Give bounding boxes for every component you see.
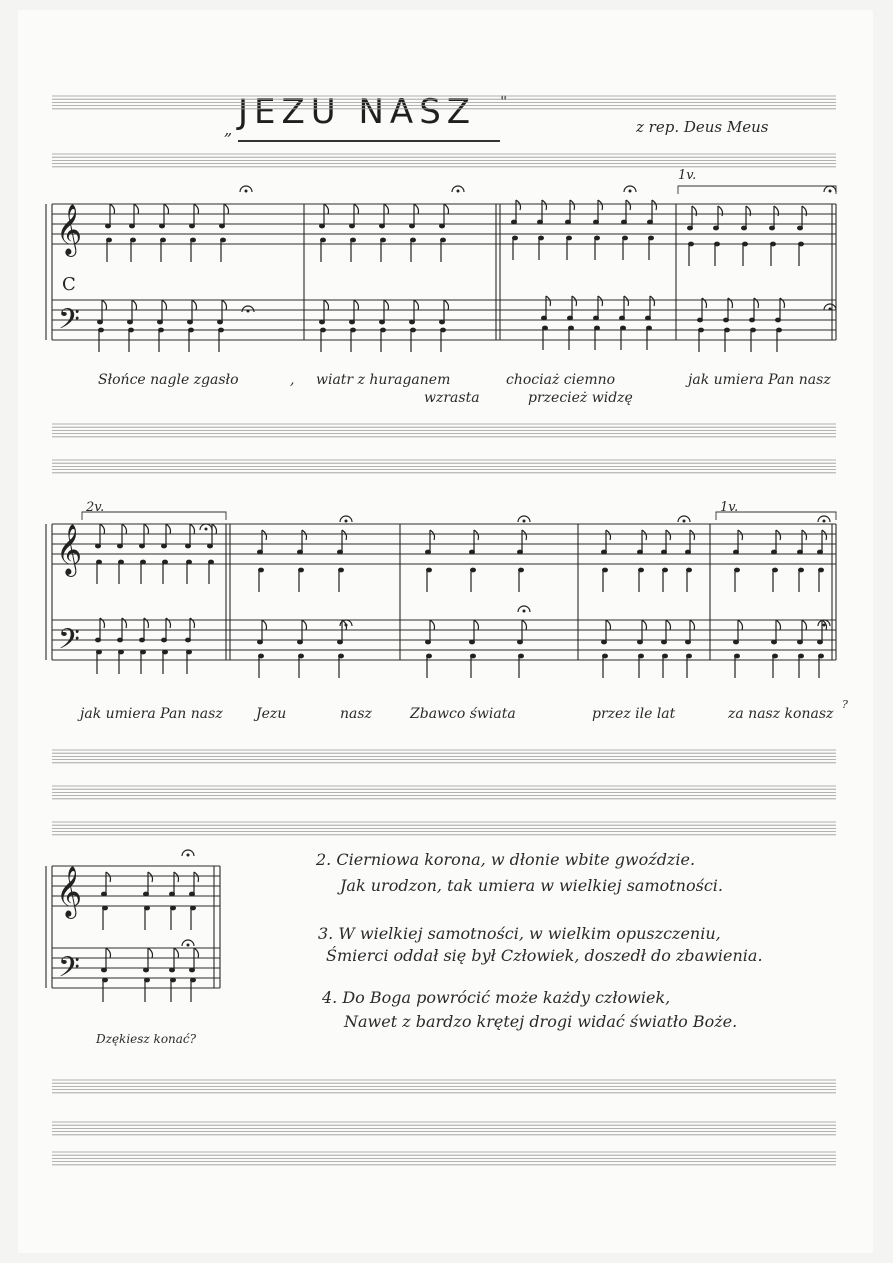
bass-clef-icon: 𝄢 bbox=[58, 951, 80, 991]
fermata-dot-14 bbox=[187, 854, 189, 856]
note-13-0-upper-flag bbox=[100, 618, 105, 628]
note-7-0-upper-flag bbox=[702, 298, 707, 308]
lyric-2-5: przez ile lat bbox=[592, 706, 676, 722]
note-14-0-upper-flag bbox=[262, 620, 267, 630]
note-4-2-upper-flag bbox=[162, 300, 167, 310]
note-6-1-upper-flag bbox=[572, 296, 577, 306]
note-18-2-upper-flag bbox=[174, 872, 179, 882]
lyric-1-1: Słońce nagle zgasło bbox=[98, 372, 239, 388]
lyric-2-6: za nasz konasz bbox=[728, 706, 834, 722]
fermata-dot-9 bbox=[683, 520, 685, 522]
fermata-dot-0 bbox=[245, 190, 247, 192]
note-6-0-upper-flag bbox=[546, 296, 551, 306]
note-15-1-upper-flag bbox=[474, 620, 479, 630]
fermata-dot-7 bbox=[345, 520, 347, 522]
note-5-1-upper-flag bbox=[354, 300, 359, 310]
verse-3-line-2: Śmierci oddał się był Człowiek, doszedł do zbawienia. bbox=[326, 946, 763, 965]
lyric-3-1: Dzękiesz konać? bbox=[96, 1032, 197, 1046]
note-0-3-upper-flag bbox=[194, 204, 199, 214]
note-19-2-upper-flag bbox=[174, 948, 179, 958]
treble-clef-icon: 𝄞 bbox=[56, 866, 83, 917]
fermata-dot-12 bbox=[523, 610, 525, 612]
verse-4-line-2: Nawet z bardzo krętej drogi widać światło Boże. bbox=[344, 1012, 738, 1031]
note-8-4-upper-flag bbox=[190, 524, 195, 534]
note-10-1-upper-flag bbox=[474, 530, 479, 540]
note-6-3-upper-flag bbox=[624, 296, 629, 306]
note-7-3-upper-flag bbox=[780, 298, 785, 308]
note-3-0-upper-flag bbox=[692, 206, 697, 216]
note-2-1-upper-flag bbox=[542, 200, 547, 210]
note-19-3-upper-flag bbox=[194, 948, 199, 958]
note-6-2-upper-flag bbox=[598, 296, 603, 306]
fermata-dot-3 bbox=[829, 190, 831, 192]
lyric-1-5: jak umiera Pan nasz bbox=[688, 372, 831, 388]
note-1-0-upper-flag bbox=[324, 204, 329, 214]
note-2-3-upper-flag bbox=[598, 200, 603, 210]
note-10-0-upper-flag bbox=[430, 530, 435, 540]
lyric-1-3: wiatr z huraganem bbox=[316, 372, 451, 388]
note-5-2-upper-flag bbox=[384, 300, 389, 310]
verse-2-line-2: Jak urodzon, tak umiera w wielkiej samotności. bbox=[340, 876, 723, 895]
note-13-4-upper-flag bbox=[190, 618, 195, 628]
note-5-3-upper-flag bbox=[414, 300, 419, 310]
note-12-2-upper-flag bbox=[802, 530, 807, 540]
note-5-0-upper-flag bbox=[324, 300, 329, 310]
lyric-1-6: wzrasta bbox=[424, 390, 480, 406]
note-8-0-upper-flag bbox=[100, 524, 105, 534]
note-1-3-upper-flag bbox=[414, 204, 419, 214]
note-8-3-upper-flag bbox=[166, 524, 171, 534]
note-16-2-upper-flag bbox=[666, 620, 671, 630]
volta-1-system2: 1v. bbox=[720, 500, 739, 515]
verse-2-line-1: 2. Cierniowa korona, w dłonie wbite gwoździe. bbox=[316, 850, 696, 869]
title-quote-open: „ bbox=[224, 120, 233, 139]
lyric-2-1: jak umiera Pan nasz bbox=[80, 706, 223, 722]
lyric-2-2: Jezu bbox=[256, 706, 287, 722]
note-0-1-upper-flag bbox=[134, 204, 139, 214]
volta-1-system1: 1v. bbox=[678, 168, 697, 183]
bass-clef-icon: 𝄢 bbox=[58, 303, 80, 343]
note-13-2-upper-flag bbox=[144, 618, 149, 628]
note-3-3-upper-flag bbox=[774, 206, 779, 216]
page-title: JEZU NASZ bbox=[238, 92, 477, 132]
fermata-dot-5 bbox=[829, 308, 831, 310]
fermata-dot-1 bbox=[457, 190, 459, 192]
lyric-1-2: , bbox=[290, 372, 295, 388]
title-quote-close: " bbox=[500, 92, 508, 111]
fermata-dot-15 bbox=[187, 944, 189, 946]
note-3-4-upper-flag bbox=[802, 206, 807, 216]
note-19-0-upper-flag bbox=[106, 948, 111, 958]
verse-4-line-1: 4. Do Boga powrócić może każdy człowiek, bbox=[322, 988, 671, 1007]
note-11-2-upper-flag bbox=[666, 530, 671, 540]
note-0-4-upper-flag bbox=[224, 204, 229, 214]
note-1-2-upper-flag bbox=[384, 204, 389, 214]
note-3-1-upper-flag bbox=[718, 206, 723, 216]
note-16-1-upper-flag bbox=[642, 620, 647, 630]
lyric-1-7: przecież widzę bbox=[528, 390, 633, 406]
lyric-2-3: nasz bbox=[340, 706, 372, 722]
note-9-2-upper-flag bbox=[342, 530, 347, 540]
volta-2-system2: 2v. bbox=[86, 500, 105, 515]
note-2-4-upper-flag bbox=[626, 200, 631, 210]
note-6-4-upper-flag bbox=[650, 296, 655, 306]
volta-bracket-s1 bbox=[678, 186, 836, 194]
lyric-1-4: chociaż ciemno bbox=[506, 372, 616, 388]
note-5-4-upper-flag bbox=[444, 300, 449, 310]
note-2-2-upper-flag bbox=[570, 200, 575, 210]
note-0-2-upper-flag bbox=[164, 204, 169, 214]
note-17-0-upper-flag bbox=[738, 620, 743, 630]
treble-clef-icon: 𝄞 bbox=[56, 204, 83, 255]
note-4-3-upper-flag bbox=[192, 300, 197, 310]
note-18-3-upper-flag bbox=[194, 872, 199, 882]
fermata-dot-4 bbox=[247, 310, 249, 312]
lyric-2-7: ? bbox=[842, 698, 848, 711]
note-8-2-upper-flag bbox=[144, 524, 149, 534]
note-4-4-upper-flag bbox=[222, 300, 227, 310]
note-18-0-upper-flag bbox=[106, 872, 111, 882]
note-16-0-upper-flag bbox=[606, 620, 611, 630]
note-18-1-upper-flag bbox=[148, 872, 153, 882]
note-11-0-upper-flag bbox=[606, 530, 611, 540]
note-1-1-upper-flag bbox=[354, 204, 359, 214]
treble-clef-icon: 𝄞 bbox=[56, 524, 83, 575]
note-12-0-upper-flag bbox=[738, 530, 743, 540]
note-10-2-upper-flag bbox=[522, 530, 527, 540]
note-7-2-upper-flag bbox=[754, 298, 759, 308]
fermata-dot-10 bbox=[823, 520, 825, 522]
fermata-dot-13 bbox=[823, 624, 825, 626]
fermata-dot-11 bbox=[345, 624, 347, 626]
note-9-1-upper-flag bbox=[302, 530, 307, 540]
fermata-dot-6 bbox=[205, 528, 207, 530]
note-19-1-upper-flag bbox=[148, 948, 153, 958]
lyric-2-4: Zbawco świata bbox=[410, 706, 516, 722]
note-7-1-upper-flag bbox=[728, 298, 733, 308]
note-11-1-upper-flag bbox=[642, 530, 647, 540]
fermata-dot-2 bbox=[629, 190, 631, 192]
note-1-4-upper-flag bbox=[444, 204, 449, 214]
fermata-dot-8 bbox=[523, 520, 525, 522]
note-13-3-upper-flag bbox=[166, 618, 171, 628]
common-time-icon: C bbox=[62, 274, 76, 295]
note-9-0-upper-flag bbox=[262, 530, 267, 540]
note-16-3-upper-flag bbox=[690, 620, 695, 630]
note-15-2-upper-flag bbox=[522, 620, 527, 630]
note-8-5-upper-flag bbox=[212, 524, 217, 534]
note-12-3-upper-flag bbox=[822, 530, 827, 540]
note-0-0-upper-flag bbox=[110, 204, 115, 214]
bass-clef-icon: 𝄢 bbox=[58, 623, 80, 663]
note-14-1-upper-flag bbox=[302, 620, 307, 630]
note-11-3-upper-flag bbox=[690, 530, 695, 540]
note-17-2-upper-flag bbox=[802, 620, 807, 630]
note-4-0-upper-flag bbox=[102, 300, 107, 310]
note-2-5-upper-flag bbox=[652, 200, 657, 210]
note-4-1-upper-flag bbox=[132, 300, 137, 310]
note-17-1-upper-flag bbox=[776, 620, 781, 630]
clefs bbox=[56, 204, 82, 991]
note-2-0-upper-flag bbox=[516, 200, 521, 210]
note-12-1-upper-flag bbox=[776, 530, 781, 540]
note-3-2-upper-flag bbox=[746, 206, 751, 216]
note-13-1-upper-flag bbox=[122, 618, 127, 628]
note-15-0-upper-flag bbox=[430, 620, 435, 630]
subtitle-attribution: z rep. Deus Meus bbox=[636, 118, 769, 136]
note-8-1-upper-flag bbox=[122, 524, 127, 534]
verse-3-line-1: 3. W wielkiej samotności, w wielkim opuszczeniu, bbox=[318, 924, 721, 943]
